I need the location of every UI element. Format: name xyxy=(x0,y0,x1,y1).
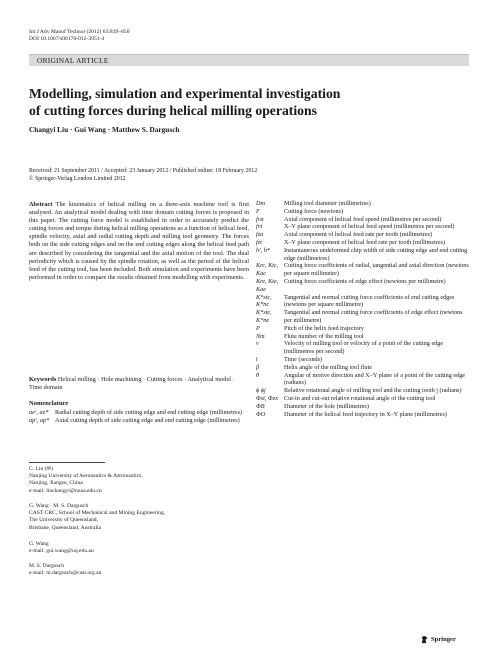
nomenclature-definition: Radial cutting depth of side cutting edge and end cutting edge (millimetres) xyxy=(55,409,243,416)
nomenclature-entry xyxy=(256,294,471,310)
nomenclature-entry xyxy=(256,262,471,278)
keywords xyxy=(29,376,249,392)
journal-citation: Int J Adv Manuf Technol (2012) 63:839–850 xyxy=(29,29,130,35)
publisher-name: Springer xyxy=(431,636,456,643)
nomenclature-entry xyxy=(29,417,249,425)
nomenclature-symbol: θ xyxy=(256,371,260,379)
nomenclature-definition: Flute number of the milling tool xyxy=(284,332,364,340)
keywords-label: Keywords xyxy=(29,376,57,383)
nomenclature-entry xyxy=(256,411,471,419)
affiliation-dargusch-email xyxy=(29,563,249,577)
nomenclature-entry xyxy=(256,216,471,224)
nomenclature-entry xyxy=(256,333,471,341)
nomenclature-definition: X–Y plane component of helical feed speed (millimetres per second) xyxy=(284,223,455,231)
nomenclature-entry xyxy=(256,364,471,372)
nomenclature-entry xyxy=(256,223,471,231)
affiliation-liu xyxy=(29,466,249,495)
nomenclature-entry xyxy=(256,278,471,294)
nomenclature-definition: Velocity of milling tool or velocity of a point of the cutting edge (millimetres per second) xyxy=(284,340,444,356)
nomenclature-definition: Milling tool diameter (millimetres) xyxy=(284,200,371,207)
nomenclature-symbol: fza xyxy=(256,231,264,239)
nomenclature-definition: Diameter of the hole (millimetres) xyxy=(284,402,369,410)
affil-line: Nanjing University of Aeronautics & Astronautics, xyxy=(29,473,143,480)
affil-line: The University of Queensland, xyxy=(29,517,98,524)
nomenclature-definition: Pitch of the helix feed trajectory xyxy=(284,324,364,332)
nomenclature-symbol: t xyxy=(256,355,258,363)
nomenclature-definition: Relative rotational angle of milling tool and the cutting tooth j (radians) xyxy=(284,387,462,395)
nomenclature-heading: Nomenclature xyxy=(29,400,69,407)
affil-line: G. Wang xyxy=(29,541,49,547)
nomenclature-symbol: apᴵ, ap* xyxy=(29,416,50,424)
nomenclature-symbol: Nm xyxy=(256,332,265,340)
nomenclature-definition: Helix angle of the milling tool flute xyxy=(284,363,372,371)
nomenclature-symbol: β xyxy=(256,363,260,371)
abstract xyxy=(29,201,249,282)
nomenclature-entry xyxy=(256,239,471,247)
nomenclature-symbol: K*stc, K*nc xyxy=(256,293,272,309)
nomenclature-definition: Tangential and normal cutting force coefficients of edge effect (newtons per millimetre) xyxy=(284,309,463,324)
nomenclature-entry xyxy=(256,200,471,208)
publisher-logo xyxy=(420,635,456,644)
nomenclature-symbol: Φst, Φex xyxy=(256,394,279,402)
nomenclature-definition: Diameter of the helical feed trajectory in X–Y plane (millimetres) xyxy=(284,410,447,418)
nomenclature-symbol: ΦO xyxy=(256,410,266,418)
affil-line: Nanjing, Jiangsu, China xyxy=(29,480,83,487)
nomenclature-entry xyxy=(256,340,471,356)
nomenclature-entry xyxy=(256,309,471,325)
affil-line: C. Liu (✉) xyxy=(29,466,54,472)
nomenclature-symbol: P xyxy=(256,324,260,332)
nomenclature-definition: Axial component of helical feed speed (millimetres per second) xyxy=(284,215,442,223)
affiliation-wang-dargusch xyxy=(29,503,249,532)
nomenclature-symbol: fvt xyxy=(256,223,263,231)
title-line-2: of cutting forces during helical milling operations xyxy=(29,103,317,118)
nomenclature-symbol: Krc, Ktc, Kac xyxy=(256,262,279,278)
abstract-text: The kinematics of helical milling on a three-axis machine tool is first analysed. An analytical model dealing with time domain cutting forces is proposed in this paper. The cutting force model is established in order to accurately predict the cutting forces and torque during helical milling operations as a function of helical feed, spindle velocity, axial and radial cutting depth and milling tool geometry. The forces both on the side cutting edges and on the end cutting edges along the helical feed path are described by considering the tangential and the axial motion of the tool. The dual periodicity which is caused by the spindle rotation, as well as the period of the helical feed of the cutting tool, has been included. Both simulation and experiments have been performed in order to compare the results obtained from modelling with experiments. xyxy=(29,201,249,281)
nomenclature-entry xyxy=(256,356,471,364)
article-type-banner xyxy=(29,54,469,66)
nomenclature-definition: Instantaneous undeformed chip width of side cutting edge and end cutting edge (millimetres) xyxy=(284,246,468,262)
nomenclature-symbol: v xyxy=(256,340,259,348)
nomenclature-entry xyxy=(256,325,471,333)
nomenclature-definition: Cutting force (newtons) xyxy=(284,207,344,215)
nomenclature-entry xyxy=(256,387,471,395)
dates-line: Received: 21 September 2011 / Accepted: 23 January 2012 / Published online: 18 February 2012 xyxy=(29,168,258,174)
title-line-1: Modelling, simulation and experimental investigation xyxy=(29,86,341,101)
nomenclature-symbol: Kre, Kte, Kae xyxy=(256,277,279,293)
publication-dates xyxy=(29,168,257,183)
nomenclature-entry xyxy=(256,231,471,239)
nomenclature-entry xyxy=(256,395,471,403)
nomenclature-symbol: ΦB xyxy=(256,402,265,410)
nomenclature-symbol: fzt xyxy=(256,238,262,246)
affil-line: Brisbane, Queensland, Australia xyxy=(29,524,102,531)
article-type-label: ORIGINAL ARTICLE xyxy=(37,56,109,65)
nomenclature-entry xyxy=(256,403,471,411)
doi: DOI 10.1007/s00170-012-3951-4 xyxy=(29,36,105,42)
nomenclature-symbol: K*ste, K*ne xyxy=(256,309,272,324)
springer-horse-icon xyxy=(420,635,429,644)
nomenclature-entry xyxy=(256,208,471,216)
nomenclature-definition: Cut-in and cut-out relative rotational angle of the cutting tool xyxy=(284,394,436,402)
author-list: Changyi Liu · Gui Wang · Matthew S. Dargusch xyxy=(29,125,180,134)
keywords-text: Helical milling · Hole machining · Cutting forces · Analytical model · Time domain xyxy=(29,376,235,392)
article-title xyxy=(29,85,469,119)
nomenclature-definition: X–Y plane component of helical feed rate per tooth (millimetres) xyxy=(284,238,446,246)
abstract-label: Abstract xyxy=(29,201,53,208)
nomenclature-symbol: fva xyxy=(256,215,264,223)
affil-line: M. S. Dargusch xyxy=(29,563,65,569)
nomenclature-definition: Angular of motive direction and X–Y plane of a point of the cutting edge (radians) xyxy=(284,371,466,387)
nomenclature-symbol: Dm xyxy=(256,200,265,207)
nomenclature-definition: Axial cutting depth of side cutting edge and end cutting edge (millimetres) xyxy=(55,416,240,424)
affil-email[interactable]: e-mail: gui.wang@uq.edu.au xyxy=(29,548,94,555)
nomenclature-definition: Cutting force coefficients of radial, tangential and axial direction (newtons per square millimetre) xyxy=(284,262,469,278)
affil-email[interactable]: e-mail: m.dargusch@cast.org.au xyxy=(29,570,102,577)
affil-email[interactable]: e-mail: liuchangyi@nuaa.edu.cn xyxy=(29,487,102,494)
nomenclature-entry xyxy=(256,372,471,388)
nomenclature-left xyxy=(29,409,249,425)
nomenclature-definition: Time (seconds) xyxy=(284,355,323,363)
nomenclature-definition: Axial component of helical feed rate per tooth (millimetres) xyxy=(284,231,433,239)
footnote-divider xyxy=(29,462,105,463)
affil-line: G. Wang · M. S. Dargusch xyxy=(29,503,89,509)
copyright-line: © Springer-Verlag London Limited 2012 xyxy=(29,175,126,182)
nomenclature-symbol: F xyxy=(256,207,260,215)
nomenclature-definition: Tangential and normal cutting force coefficients of end cutting edges (newtons per square millimetre) xyxy=(284,293,455,309)
affiliation-wang-email xyxy=(29,541,249,555)
affil-line: CAST CRC, School of Mechanical and Mining Engineering, xyxy=(29,510,166,517)
nomenclature-symbol: aeᴵ, ae* xyxy=(29,409,49,416)
nomenclature-entry xyxy=(256,247,471,263)
nomenclature-entry xyxy=(29,409,249,417)
nomenclature-definition: Cutting force coefficients of edge effect (newtons per millimetre) xyxy=(284,277,446,285)
nomenclature-symbol: ϕ ϕj xyxy=(256,387,266,395)
nomenclature-symbol: hᴵ, h* xyxy=(256,246,270,254)
nomenclature-right xyxy=(256,200,471,418)
